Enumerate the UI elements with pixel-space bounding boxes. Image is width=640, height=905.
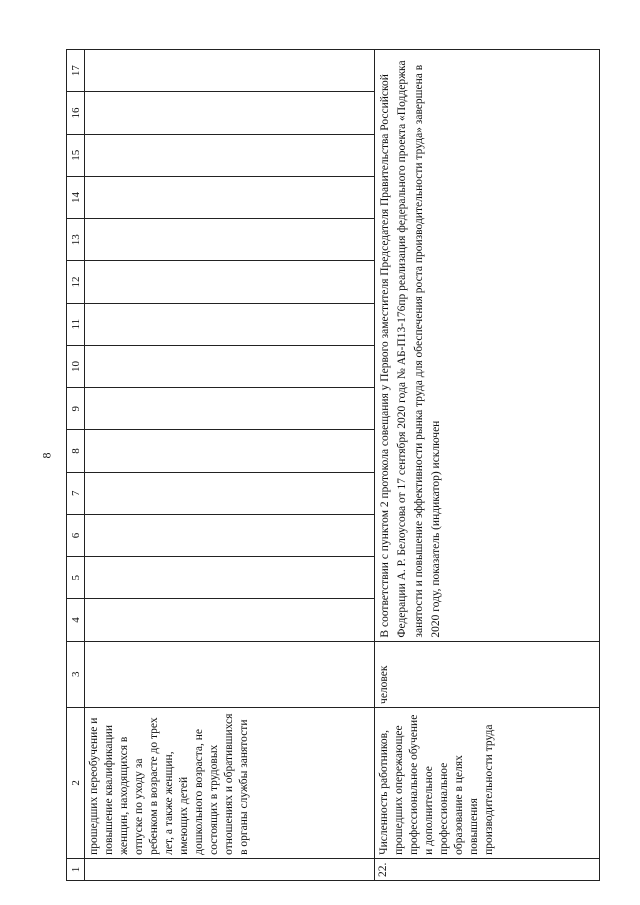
row-number-cell: 22. (375, 858, 600, 880)
unit-cell: человек (375, 641, 600, 707)
value-cell-16 (85, 92, 375, 134)
col-header-7: 7 (67, 472, 85, 514)
col-header-2: 2 (67, 707, 85, 858)
header-row (67, 50, 85, 881)
row-number-cell (85, 858, 375, 880)
value-cell-10 (85, 345, 375, 387)
col-header-1: 1 (67, 858, 85, 880)
value-cell-12 (85, 261, 375, 303)
table-row-continued (85, 50, 375, 881)
col-header-13: 13 (67, 219, 85, 261)
value-cell-5 (85, 557, 375, 599)
rotated-table-sheet (66, 49, 600, 881)
col-header-16: 16 (67, 92, 85, 134)
value-cell-17 (85, 50, 375, 92)
value-cell-15 (85, 134, 375, 176)
value-cell-11 (85, 303, 375, 345)
col-header-3: 3 (67, 641, 85, 707)
value-cell-7 (85, 472, 375, 514)
col-header-5: 5 (67, 557, 85, 599)
col-header-6: 6 (67, 514, 85, 556)
col-header-14: 14 (67, 176, 85, 218)
col-header-10: 10 (67, 345, 85, 387)
page-number: 8 (39, 452, 54, 459)
value-cell-14 (85, 176, 375, 218)
exclusion-note-cell: В соответствии с пунктом 2 протокола совещания у Первого заместителя Председателя Правительства Российской Федерации А. Р. Белоусова от 17 сентября 2020 года № АБ-П13-176пр реализация федерального проекта «Поддержка занятости и повышение эффективности рынка труда для обеспечения роста производительности труда» завершена в 2020 году, показатель (индикатор) исключен (375, 50, 600, 642)
col-header-4: 4 (67, 599, 85, 641)
value-cell-4 (85, 599, 375, 641)
indicators-table (66, 49, 600, 881)
indicator-name-cell: прошедших переобучение и повышение квалификации женщин, находящихся в отпуске по уходу за ребенком в возрасте до трех лет, а также женщин, имеющих детей дошкольного возраста, не состоящих в трудовых отношениях и обратившихся в органы службы занятости (85, 707, 375, 858)
col-header-8: 8 (67, 430, 85, 472)
table-row-22 (375, 50, 600, 881)
value-cell-13 (85, 219, 375, 261)
col-header-17: 17 (67, 50, 85, 92)
value-cell-9 (85, 388, 375, 430)
col-header-15: 15 (67, 134, 85, 176)
col-header-11: 11 (67, 303, 85, 345)
col-header-9: 9 (67, 388, 85, 430)
col-header-12: 12 (67, 261, 85, 303)
value-cell-8 (85, 430, 375, 472)
unit-cell (85, 641, 375, 707)
indicator-name-cell: Численность работников, прошедших опережающее профессиональное обучение и дополнительное профессиональное образование в целях повышения производительности труда (375, 707, 600, 858)
value-cell-6 (85, 514, 375, 556)
